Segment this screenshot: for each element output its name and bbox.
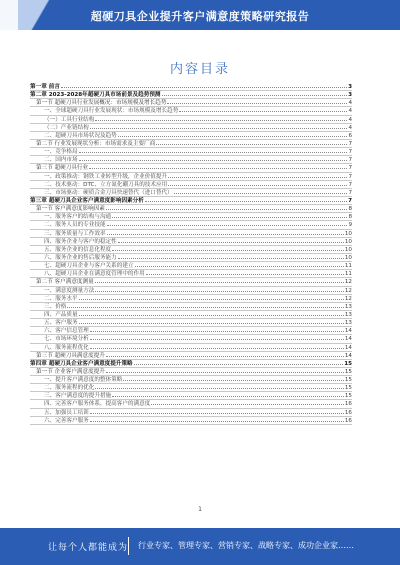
toc-leader-dots — [106, 356, 344, 357]
toc-entry[interactable] — [30, 295, 352, 303]
toc-entry[interactable] — [30, 287, 352, 295]
toc-entry-page: 14 — [344, 328, 352, 335]
toc-entry-page: 10 — [344, 254, 352, 261]
toc-heading: 内容目录 — [169, 62, 230, 77]
toc-leader-dots — [90, 421, 344, 422]
toc-entry-page: 14 — [344, 352, 352, 359]
toc-entry-page: 8 — [348, 206, 352, 213]
toc-entry-page: 10 — [344, 230, 352, 237]
toc-entry-title: 七、市场环境分析 — [44, 336, 89, 343]
toc-entry[interactable] — [30, 140, 352, 148]
toc-entry-title: 第三节 超硬刀具行业 — [36, 165, 89, 172]
toc-entry[interactable] — [30, 303, 352, 311]
toc-leader-dots — [112, 396, 344, 397]
toc-leader-dots — [90, 348, 344, 349]
toc-leader-dots — [168, 177, 347, 178]
toc-entry[interactable] — [30, 164, 352, 172]
toc-leader-dots — [106, 372, 344, 373]
toc-entry-title: 二、国内市场 — [44, 157, 78, 164]
toc-entry-title: 六、客户信息管理 — [44, 328, 89, 335]
toc-entry[interactable] — [30, 181, 352, 189]
toc-leader-dots — [156, 144, 347, 145]
toc-entry-page: 16 — [344, 401, 352, 408]
toc-entry[interactable] — [30, 213, 352, 221]
footer-divider — [128, 537, 129, 555]
toc-entry-page: 12 — [344, 295, 352, 302]
toc-entry[interactable] — [30, 91, 352, 99]
toc-entry[interactable] — [30, 311, 352, 319]
toc-entry-page: 7 — [348, 173, 352, 180]
toc-entry-page: 7 — [348, 165, 352, 172]
toc-entry-title: 五、客户服务 — [44, 320, 78, 327]
toc-entry[interactable] — [30, 262, 352, 270]
toc-entry-page: 3 — [348, 84, 352, 90]
toc-entry[interactable] — [30, 148, 352, 156]
toc-leader-dots — [89, 168, 347, 169]
toc-leader-dots — [90, 331, 344, 332]
toc-entry-page: 15 — [344, 377, 352, 384]
toc-leader-dots — [112, 250, 344, 251]
toc-entry-page: 16 — [344, 417, 352, 424]
toc-leader-dots — [79, 299, 344, 300]
toc-entry-title: 第二节 客户满意度测量 — [36, 279, 94, 286]
toc-entry-page: 4 — [348, 116, 352, 123]
toc-leader-dots — [90, 413, 344, 414]
toc-entry[interactable] — [30, 238, 352, 246]
toc-entry-page: 15 — [344, 393, 352, 400]
toc-entry[interactable] — [30, 254, 352, 262]
toc-leader-dots — [95, 120, 347, 121]
toc-leader-dots — [162, 95, 348, 96]
toc-entry-title: （一）工具行业结构 — [44, 116, 95, 123]
toc-entry-page: 10 — [344, 246, 352, 253]
page-number: 1 — [198, 506, 202, 513]
toc-entry[interactable] — [30, 392, 352, 400]
toc-entry-title: 三、价格 — [44, 303, 67, 310]
toc-leader-dots — [95, 388, 344, 389]
toc-entry-page: 15 — [344, 368, 352, 375]
toc-entry-page: 12 — [344, 287, 352, 294]
toc-entry[interactable] — [30, 352, 352, 360]
toc-entry[interactable] — [30, 189, 352, 197]
toc-entry[interactable] — [30, 173, 352, 181]
toc-leader-dots — [145, 201, 347, 202]
toc-entry-title: 第三节 超硬刀具满意度提升 — [36, 352, 105, 359]
toc-entry[interactable] — [30, 335, 352, 343]
toc-entry[interactable] — [30, 205, 352, 213]
toc-entry-title: 六、服务企业的售后服务能力 — [44, 254, 117, 261]
toc-leader-dots — [118, 136, 348, 137]
toc-entry[interactable] — [30, 246, 352, 254]
toc-entry-page: 9 — [348, 222, 352, 229]
toc-entry-page: 15 — [344, 360, 352, 367]
toc-entry[interactable] — [30, 400, 352, 408]
toc-entry-title: 八、超硬刀具企业在满意度管理中的作用 — [44, 271, 145, 278]
toc-entry[interactable] — [30, 319, 352, 327]
toc-entry-page: 13 — [344, 303, 352, 310]
toc-entry-title: 二、超硬刀具市场状况及趋势 — [44, 132, 117, 139]
toc-entry-page: 3 — [348, 92, 352, 99]
toc-entry-title: 二、服务流程的优化 — [44, 385, 95, 392]
toc-entry-page: 10 — [344, 238, 352, 245]
toc-entry-title: 五、服务企业的信息化程度 — [44, 246, 112, 253]
toc-leader-dots — [107, 234, 344, 235]
toc-entry[interactable] — [30, 368, 352, 376]
toc-entry[interactable] — [30, 360, 352, 368]
toc-entry-page: 4 — [348, 100, 352, 107]
toc-leader-dots — [174, 193, 348, 194]
toc-leader-dots — [112, 217, 347, 218]
toc-entry-page: 14 — [344, 336, 352, 343]
toc-entry[interactable] — [30, 116, 352, 124]
toc-entry-page: 13 — [344, 311, 352, 318]
document-title: 超硬刀具企业提升客户满意度策略研究报告 — [90, 10, 310, 23]
toc-entry[interactable] — [30, 376, 352, 384]
toc-entry-title: 第一节 超硬刀具行业发展概况：市场规模及增长趋势 — [36, 100, 167, 107]
toc-entry-page: 7 — [348, 189, 352, 196]
toc-entry-page: 13 — [344, 320, 352, 327]
toc-entry-page: 4 — [348, 108, 352, 115]
toc-entry-title: 六、完善客户服务 — [44, 417, 89, 424]
toc-entry-title: 四、服务企业与客户的稳定性 — [44, 238, 117, 245]
toc-entry-page: 12 — [344, 279, 352, 286]
toc-leader-dots — [118, 258, 344, 259]
toc-entry-page: 8 — [348, 214, 352, 221]
toc-leader-dots — [118, 242, 344, 243]
toc-entry-page: 15 — [344, 385, 352, 392]
toc-entry-title: 第三章 超硬刀具企业客户满意度影响因素分析 — [30, 197, 144, 204]
toc-leader-dots — [79, 152, 348, 153]
toc-entry-page: 11 — [344, 263, 352, 270]
footer-tagline: 行业专家、管理专家、营销专家、战略专家、成功企业家…… — [138, 541, 354, 550]
toc-entry-title: （二）产业链结构 — [44, 124, 89, 131]
toc-leader-dots — [123, 380, 344, 381]
toc-entry-page: 11 — [344, 271, 352, 278]
toc-entry-page: 6 — [348, 132, 352, 139]
toc-entry[interactable] — [30, 107, 352, 115]
toc-entry[interactable] — [30, 83, 352, 91]
toc-entry-page: 7 — [348, 197, 352, 204]
toc-entry-title: 一、竞争格局 — [44, 149, 78, 156]
toc-leader-dots — [67, 307, 343, 308]
toc-entry[interactable] — [30, 270, 352, 278]
toc-entry[interactable] — [30, 221, 352, 229]
toc-entry-title: 一、服务客户的结构与沟通 — [44, 214, 112, 221]
toc-leader-dots — [151, 404, 344, 405]
toc-leader-dots — [79, 315, 344, 316]
toc-entry-page: 7 — [348, 181, 352, 188]
toc-entry-title: 二、服务人员的专业技能 — [44, 222, 106, 229]
toc-leader-dots — [168, 185, 347, 186]
toc-leader-dots — [61, 87, 347, 88]
toc-entry[interactable] — [30, 344, 352, 352]
toc-entry[interactable] — [30, 278, 352, 286]
toc-entry[interactable] — [30, 327, 352, 335]
toc-leader-dots — [134, 364, 344, 365]
footer-banner — [0, 528, 400, 565]
toc-entry-title: 第二节 行业发展现状分析：市场需求及主要厂商 — [36, 140, 156, 147]
toc-entry[interactable] — [30, 197, 352, 205]
toc-entry-title: 四、产品质量 — [44, 311, 78, 318]
toc-leader-dots — [135, 266, 344, 267]
toc-entry-title: 一、政策推动：钢铁工业转型升级，企业价值提升 — [44, 173, 168, 180]
toc-entry-page: 14 — [344, 344, 352, 351]
toc-entry[interactable] — [30, 156, 352, 164]
toc-leader-dots — [95, 282, 344, 283]
toc-entry-title: 第一节 客户满意度影响因素 — [36, 206, 105, 213]
toc-entry-title: 第一节 企业客户满意度提升 — [36, 368, 105, 375]
toc-entry-title: 八、服务流程优化 — [44, 344, 89, 351]
toc-entry-title: 第二章 2023-2028年超硬刀具市场前景及趋势预测 — [30, 92, 161, 99]
toc-entry-title: 二、技术驱动：DTC、立方氮化硼刀具的技术应用 — [44, 181, 168, 188]
toc-entry-title: 三、市场驱动：硬质合金刀具快速替代（进口替代） — [44, 189, 173, 196]
toc-entry[interactable] — [30, 417, 352, 425]
toc-entry[interactable] — [30, 124, 352, 132]
toc-entry[interactable] — [30, 230, 352, 238]
table-of-contents — [30, 83, 352, 425]
toc-entry-page: 7 — [348, 149, 352, 156]
toc-entry[interactable] — [30, 384, 352, 392]
toc-leader-dots — [90, 339, 344, 340]
toc-leader-dots — [90, 128, 348, 129]
toc-entry-page: 16 — [344, 409, 352, 416]
toc-leader-dots — [79, 160, 348, 161]
toc-leader-dots — [146, 274, 344, 275]
toc-entry-title: 三、客户满意度的提升措施 — [44, 393, 112, 400]
toc-entry-title: 第一章 前言 — [30, 84, 60, 90]
toc-entry-title: 三、服务质量与工作效率 — [44, 230, 106, 237]
toc-entry-title: 四、完善客户服务体系，提高客户的满意度 — [44, 401, 151, 408]
toc-entry-page: 7 — [348, 140, 352, 147]
toc-entry-title: 七、超硬刀具企业与客户关系的建立 — [44, 263, 134, 270]
toc-entry-page: 7 — [348, 157, 352, 164]
toc-leader-dots — [95, 291, 344, 292]
toc-entry-title: 一、全球超硬刀具行业发展现状：市场规模及增长趋势 — [44, 108, 179, 115]
toc-entry-title: 一、提升客户满意度的整体策略 — [44, 377, 123, 384]
toc-leader-dots — [179, 111, 347, 112]
toc-entry[interactable] — [30, 132, 352, 140]
toc-entry-page: 4 — [348, 124, 352, 131]
toc-entry[interactable] — [30, 409, 352, 417]
toc-leader-dots — [79, 323, 344, 324]
toc-entry-title: 第四章 超硬刀具企业客户满意度提升策略 — [30, 360, 133, 367]
toc-leader-dots — [106, 209, 348, 210]
toc-leader-dots — [107, 225, 348, 226]
footer-slogan: 让每个人都能成为 — [48, 543, 129, 553]
toc-entry-title: 二、服务水平 — [44, 295, 78, 302]
toc-entry-title: 一、满意度测量方法 — [44, 287, 95, 294]
toc-entry-title: 五、加强员工培训 — [44, 409, 89, 416]
toc-leader-dots — [167, 103, 347, 104]
toc-entry[interactable] — [30, 99, 352, 107]
